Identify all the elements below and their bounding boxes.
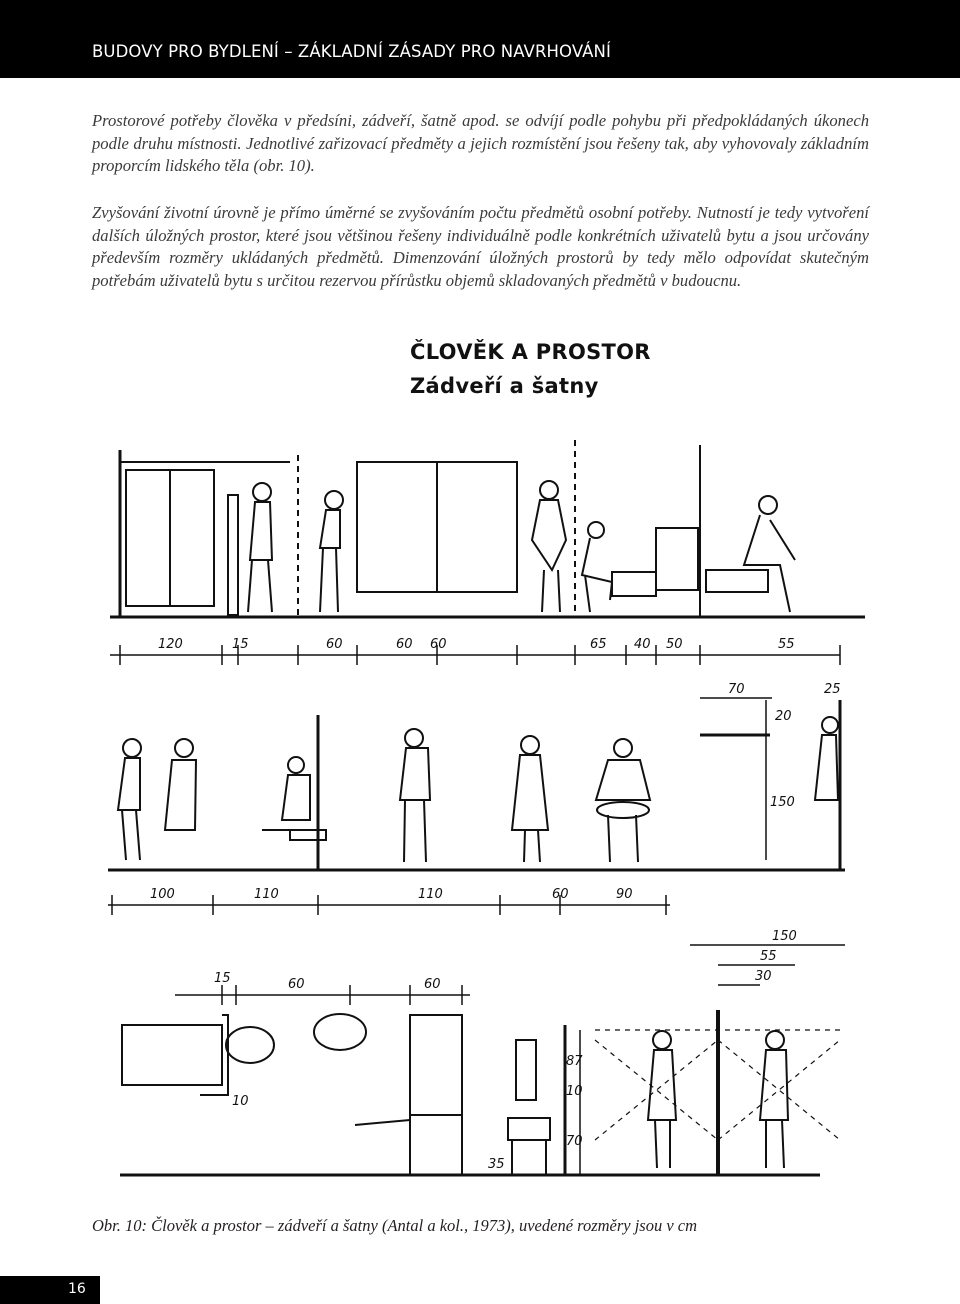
dim-label: 25 (824, 682, 841, 697)
dim-label: 120 (158, 637, 183, 652)
dim-label: 150 (770, 795, 795, 810)
dim-label: 60 (288, 977, 305, 992)
dim-label: 100 (150, 887, 175, 902)
dim-label: 60 (430, 637, 447, 652)
dim-label: 20 (775, 709, 792, 724)
dim-label: 10 (566, 1084, 583, 1099)
dim-label: 70 (728, 682, 745, 697)
dim-label: 55 (760, 949, 777, 964)
dim-label: 35 (488, 1157, 505, 1172)
dim-label: 110 (418, 887, 443, 902)
dim-label: 90 (616, 887, 633, 902)
figure-title: ČLOVĚK A PROSTOR (410, 340, 651, 364)
dim-label: 40 (634, 637, 651, 652)
row2-dimensions (108, 682, 841, 915)
header-title: BUDOVY PRO BYDLENÍ – ZÁKLADNÍ ZÁSADY PRO NAVRHOVÁNÍ (92, 42, 611, 61)
paragraph-2: Zvyšování životní úrovně je přímo úměrné se zvyšováním počtu předmětů osobní potřeby. Nutností je tedy vytvoření dalších úložných prostor, které jsou většinou řešeny individuálně podle konkrétních uživatelů bytu a jsou určovány především rozměry ukládaných předmětů. Dimenzování úložných prostorů by tedy mělo odpovídat skutečným potřebám uživatelů bytu s určitou rezervou přírůstku objemů skladovaných předmětů v budoucnu. (92, 203, 869, 290)
dim-label: 50 (666, 637, 683, 652)
dim-label: 60 (424, 977, 441, 992)
dim-label: 60 (552, 887, 569, 902)
row2-drawing (108, 700, 845, 870)
dim-label: 60 (396, 637, 413, 652)
dim-label: 30 (755, 969, 772, 984)
dim-label: 15 (232, 637, 249, 652)
page-footer (0, 1276, 960, 1304)
dim-label: 10 (232, 1094, 249, 1109)
dim-label: 55 (778, 637, 795, 652)
dim-label: 60 (326, 637, 343, 652)
row1-drawing (110, 440, 865, 617)
dim-label: 150 (772, 929, 797, 944)
dim-label: 87 (566, 1054, 583, 1069)
row3-drawing (120, 1010, 840, 1175)
dim-label: 70 (566, 1134, 583, 1149)
dim-label: 15 (214, 971, 231, 986)
row1-dimensions (110, 637, 840, 665)
paragraph-1: Prostorové potřeby člověka v předsíni, zádveří, šatně apod. se odvíjí podle pohybu při předpokládaných úkonech podle druhu místnosti. Jednotlivé zařizovací předměty a jejich rozmístění jsou řešeny tak, aby vyhovovaly základním proporcím lidského těla (obr. 10). (92, 111, 869, 176)
dim-label: 110 (254, 887, 279, 902)
dim-label: 65 (590, 637, 607, 652)
figure-subtitle: Zádveří a šatny (410, 374, 599, 398)
figure-caption: Obr. 10: Člověk a prostor – zádveří a šatny (Antal a kol., 1973), uvedené rozměry jsou v cm (92, 1216, 698, 1235)
page-number: 16 (68, 1281, 86, 1297)
row3-dimensions (175, 929, 845, 1175)
